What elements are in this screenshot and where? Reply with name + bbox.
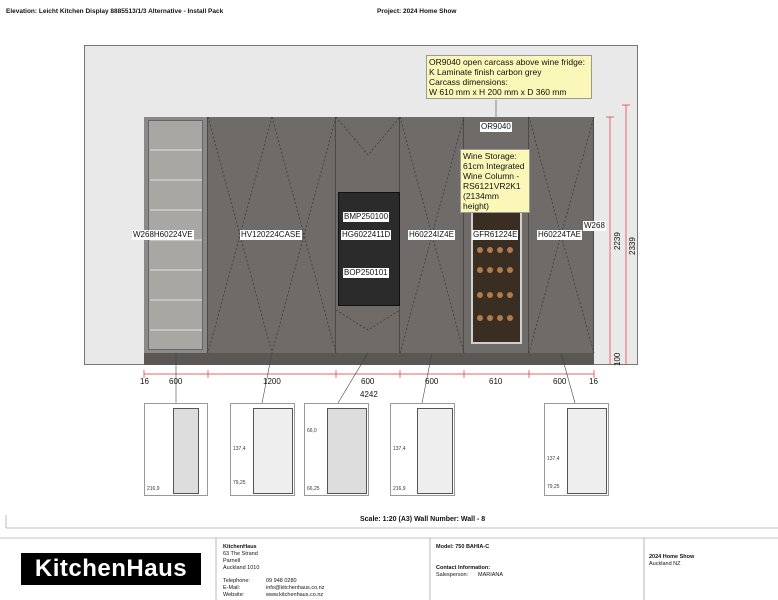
label-oven-top: BMP250100 xyxy=(344,212,389,221)
dim-tae: 600 xyxy=(553,377,567,386)
website-label: Website: xyxy=(223,592,245,598)
dim-case: 1200 xyxy=(263,377,281,386)
thumbnail-oven-unit: 66,0 66,25 xyxy=(304,403,369,496)
salesperson-label: Salesperson: xyxy=(436,572,469,578)
label-or9040: OR9040 xyxy=(481,122,511,131)
label-oven-bottom: BOP250101 xyxy=(344,268,388,277)
dim-height-inner: 2239 xyxy=(613,232,622,250)
telephone-label: Telephone: xyxy=(223,578,250,584)
dim-left-filler: 16 xyxy=(140,377,149,386)
callout-wine-storage: Wine Storage: 61cm Integrated Wine Column - RS6121VR2K1 (2134mm height) xyxy=(460,149,530,213)
telephone-value: 09 948 0280 xyxy=(266,578,297,584)
salesperson-name: MARIANA xyxy=(478,572,504,578)
address-line-3: Auckland 1010 xyxy=(223,565,260,571)
dim-height-total: 2339 xyxy=(628,237,637,255)
project-title: Project: 2024 Home Show xyxy=(377,8,457,15)
address-line-1: 63 The Strand xyxy=(223,551,258,557)
label-unit-iz: H60224IZ4E xyxy=(409,230,454,239)
thumbnail-glass-unit: 216,9 xyxy=(144,403,208,496)
show-name: 2024 Home Show xyxy=(649,554,695,560)
model-label: Model: 750 BAHIA-C xyxy=(436,544,490,550)
website-link[interactable]: www.kitchenhaus.co.nz xyxy=(266,592,324,598)
dim-total: 4242 xyxy=(360,390,378,399)
label-unit-tae: H60224TAE xyxy=(538,230,581,239)
contact-heading: Contact Information: xyxy=(436,565,491,571)
elevation-title: Elevation: Leicht Kitchen Display 8885513/1/3 Alternative - Install Pack xyxy=(6,8,224,15)
email-link[interactable]: info@kitchenhaus.co.nz xyxy=(266,585,325,591)
label-right-w: W268 xyxy=(584,221,605,230)
thumbnail-case-unit: 137,4 79,25 xyxy=(230,403,295,496)
label-glass-unit: W268H60224VE xyxy=(133,230,193,239)
email-label: E-Mail: xyxy=(223,585,241,591)
show-location: Auckland NZ xyxy=(649,561,681,567)
dim-iz: 600 xyxy=(425,377,439,386)
dim-wine: 610 xyxy=(489,377,503,386)
company-name: KitchenHaus xyxy=(223,544,257,550)
dim-oven: 600 xyxy=(361,377,375,386)
label-oven-mid: HG6022411D xyxy=(342,230,391,239)
thumbnail-iz-unit: 137,4 216,9 xyxy=(390,403,455,496)
dim-right-filler: 16 xyxy=(589,377,598,386)
kitchenhaus-logo: KitchenHaus xyxy=(21,553,201,585)
label-case-unit: HV120224CASE xyxy=(241,230,301,239)
callout-open-carcass: OR9040 open carcass above wine fridge: K Laminate finish carbon grey Carcass dimensions: W 610 mm x H 200 mm x D 360 mm xyxy=(426,55,592,99)
label-wine-unit: GFR61224E xyxy=(473,230,518,239)
thumbnail-tae-unit: 137,4 79,25 xyxy=(544,403,609,496)
scale-wall-number: Scale: 1:20 (A3) Wall Number: Wall - 8 xyxy=(360,516,486,523)
dim-glass: 600 xyxy=(169,377,183,386)
address-line-2: Parnell xyxy=(223,558,241,564)
dim-plinth: 100 xyxy=(613,352,622,366)
